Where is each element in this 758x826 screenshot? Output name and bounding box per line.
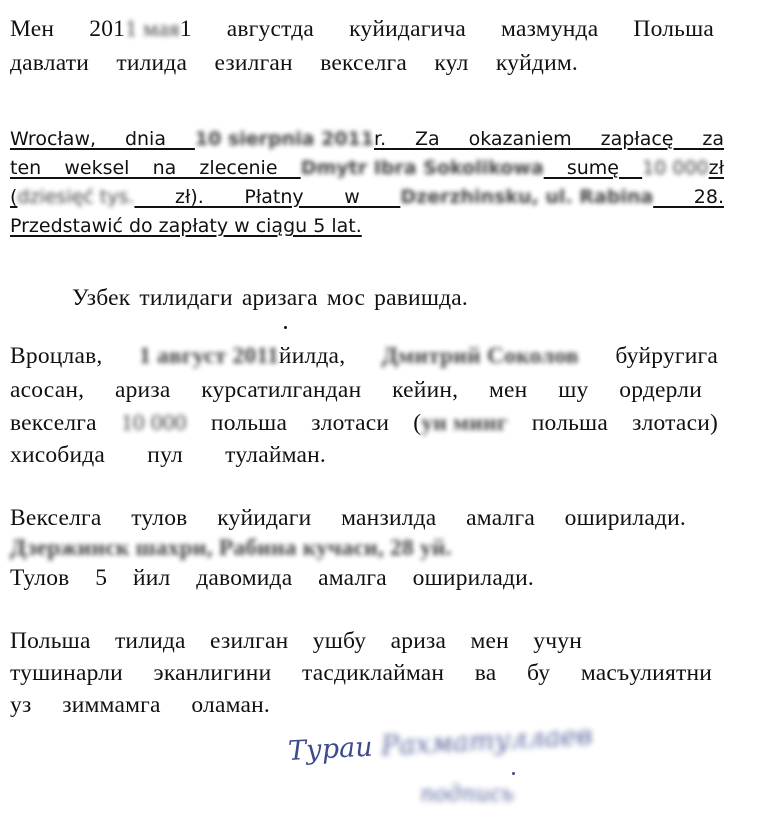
redacted-translation-name: Дмитрий Соколов <box>381 343 579 369</box>
redacted-polish-name: Dmytr Ibra Sokolikowa <box>300 157 544 179</box>
redacted-date: 1 мая <box>125 16 180 42</box>
translation-line-4-text: хисобида пул тулайман. <box>10 442 326 468</box>
translation-heading <box>72 285 468 312</box>
polish-line-3-post: 28. <box>653 186 724 208</box>
polish-line-4 <box>10 215 362 237</box>
declaration-line-1-text: Польша тилида езилган ушбу ариза мен учун <box>10 628 582 654</box>
polish-line-2 <box>10 157 724 179</box>
declaration-line-1 <box>10 628 582 655</box>
translation-line-3-mid: польша злотаси ( <box>186 410 422 436</box>
redacted-polish-place: Dzerzhinsku, ul. Rabina <box>400 186 654 208</box>
polish-line-1-pre: Wrocław, dnia <box>10 128 195 150</box>
polish-line-3-mid: zł). Płatny w <box>134 186 401 208</box>
payment-line-3 <box>10 565 534 592</box>
declaration-line-3 <box>10 692 270 719</box>
translation-line-4 <box>10 442 326 469</box>
redacted-polish-sum: 10 000 <box>642 157 709 179</box>
translation-line-1-mid: йилда, <box>278 343 382 369</box>
polish-line-1-post: r. Za okazaniem zapłacę za <box>374 128 725 150</box>
signature-second-line <box>420 782 514 807</box>
signature-dot <box>512 772 515 775</box>
translation-line-3-pre: векселга <box>10 410 121 436</box>
polish-line-3-pre: ( <box>10 186 18 208</box>
signature <box>287 720 593 767</box>
translation-line-1-post: буйругига <box>578 343 718 369</box>
redacted-polish-words: dziesięć tys. <box>17 186 135 208</box>
translation-line-1 <box>10 343 718 370</box>
polish-line-2-mid: sumę <box>543 157 643 179</box>
declaration-line-2 <box>10 660 712 687</box>
signature-redacted: Рахматуллаев <box>380 720 594 763</box>
signature-visible: Тураи <box>287 731 374 767</box>
payment-line-3-text: Тулов 5 йил давомида амалга оширилади. <box>10 565 534 591</box>
translation-line-2 <box>10 377 702 404</box>
translation-line-1-pre: Вроцлав, <box>10 343 139 369</box>
polish-line-2-post: zł <box>708 157 724 179</box>
translation-line-3 <box>10 410 718 437</box>
redacted-translation-words: ун минг <box>421 410 508 436</box>
intro-line-1 <box>10 16 714 43</box>
redacted-address: Дзержинск шахри, Рабина кучаси, 28 уй. <box>10 535 452 561</box>
redacted-translation-sum: 10 000 <box>120 410 187 436</box>
intro-line-2 <box>10 50 578 77</box>
polish-line-3 <box>10 186 724 208</box>
intro-post: 1 августда куйидагича мазмунда Польша <box>179 16 714 42</box>
payment-line-1 <box>10 505 686 532</box>
translation-line-3-post: польша злотаси) <box>507 410 718 436</box>
signature-second-redacted: подпись <box>420 782 514 807</box>
payment-line-2 <box>10 535 452 562</box>
translation-line-2-text: асосан, ариза курсатилгандан кейин, мен шу ордерли <box>10 377 702 403</box>
stray-dot <box>284 326 287 329</box>
heading-text: Узбек тилидаги аризага мос равишда. <box>72 285 468 311</box>
declaration-line-3-text: уз зиммамга оламан. <box>10 692 270 718</box>
redacted-translation-date: 1 август 2011 <box>139 343 279 369</box>
declaration-line-2-text: тушинарли эканлигини тасдиклайман ва бу масъулиятни <box>10 660 712 686</box>
payment-line-1-text: Векселга тулов куйидаги манзилда амалга оширилади. <box>10 505 686 531</box>
polish-line-1 <box>10 128 724 150</box>
intro-pre: Мен 201 <box>10 16 126 42</box>
intro-line-2-text: давлати тилида езилган векселга кул куйдим. <box>10 50 578 76</box>
redacted-polish-date: 10 sierpnia 2011 <box>194 128 374 150</box>
polish-line-4-text: Przedstawić do zapłaty w ciągu 5 lat. <box>10 215 362 237</box>
polish-line-2-pre: ten weksel na zlecenie <box>10 157 301 179</box>
